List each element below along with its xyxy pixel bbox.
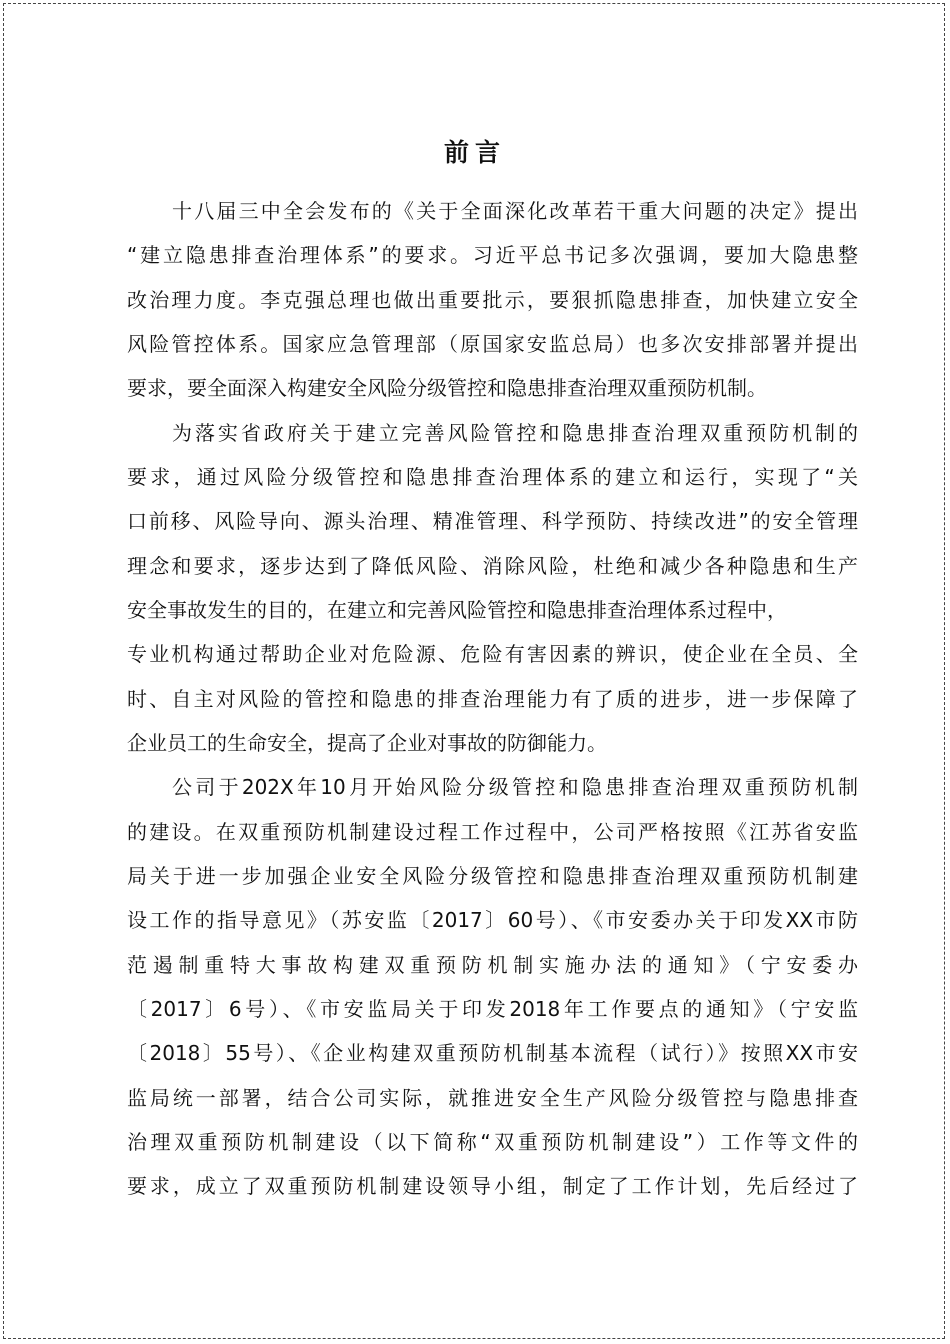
paragraph-2-line-7: 时、自主对风险的管控和隐患的排查治理能力有了质的进步，进一步保障了: [127, 687, 858, 711]
paragraph-2-line-2: 要求，通过风险分级管控和隐患排查治理体系的建立和运行，实现了“关: [127, 465, 858, 489]
paragraph-3-line-4: 设工作的指导意见》（苏安监〔2017〕60号）、《市安委办关于印发XX市防: [127, 908, 858, 932]
paragraph-3-line-7: 〔2018〕55号）、《企业构建双重预防机制基本流程（试行）》按照XX市安: [127, 1041, 858, 1065]
paragraph-3-line-10: 要求，成立了双重预防机制建设领导小组，制定了工作计划，先后经过了: [127, 1174, 858, 1198]
paragraph-2-line-5: 安全事故发生的目的，在建立和完善风险管控和隐患排查治理体系过程中，: [127, 598, 787, 622]
paragraph-2-line-3: 口前移、风险导向、源头治理、精准管理、科学预防、持续改进”的安全管理: [127, 509, 858, 533]
paragraph-3-line-8: 监局统一部署，结合公司实际，就推进安全生产风险分级管控与隐患排查: [127, 1086, 858, 1110]
paragraph-1-line-5: 要求，要全面深入构建安全风险分级管控和隐患排查治理双重预防机制。: [127, 376, 767, 400]
paragraph-1-line-3: 改治理力度。李克强总理也做出重要批示，要狠抓隐患排查，加快建立安全: [127, 288, 858, 312]
paragraph-1-line-1: 十八届三中全会发布的《关于全面深化改革若干重大问题的决定》提出: [172, 199, 858, 223]
paragraph-3-line-2: 的建设。在双重预防机制建设过程工作过程中，公司严格按照《江苏省安监: [127, 820, 858, 844]
paragraph-1-line-4: 风险管控体系。国家应急管理部（原国家安监总局）也多次安排部署并提出: [127, 332, 858, 356]
page-title: 前言: [443, 138, 506, 167]
paragraph-3-line-1: 公司于202X年10月开始风险分级管控和隐患排查治理双重预防机制: [172, 775, 858, 799]
paragraph-3-line-6: 〔2017〕6号）、《市安监局关于印发2018年工作要点的通知》（宁安监: [127, 997, 858, 1021]
paragraph-3-line-3: 局关于进一步加强企业安全风险分级管控和隐患排查治理双重预防机制建: [127, 864, 858, 888]
paragraph-2-line-4: 理念和要求，逐步达到了降低风险、消除风险，杜绝和减少各种隐患和生产: [127, 554, 858, 578]
paragraph-3-line-9: 治理双重预防机制建设（以下简称“双重预防机制建设”）工作等文件的: [127, 1130, 858, 1154]
paragraph-1-line-2: “建立隐患排查治理体系”的要求。习近平总书记多次强调，要加大隐患整: [127, 243, 858, 267]
paragraph-2-line-6: 专业机构通过帮助企业对危险源、危险有害因素的辨识，使企业在全员、全: [127, 642, 858, 666]
paragraph-2-line-1: 为落实省政府关于建立完善风险管控和隐患排查治理双重预防机制的: [172, 421, 858, 445]
paragraph-3-line-5: 范遏制重特大事故构建双重预防机制实施办法的通知》（宁安委办: [127, 953, 858, 977]
paragraph-2-line-8: 企业员工的生命安全，提高了企业对事故的防御能力。: [127, 731, 607, 755]
